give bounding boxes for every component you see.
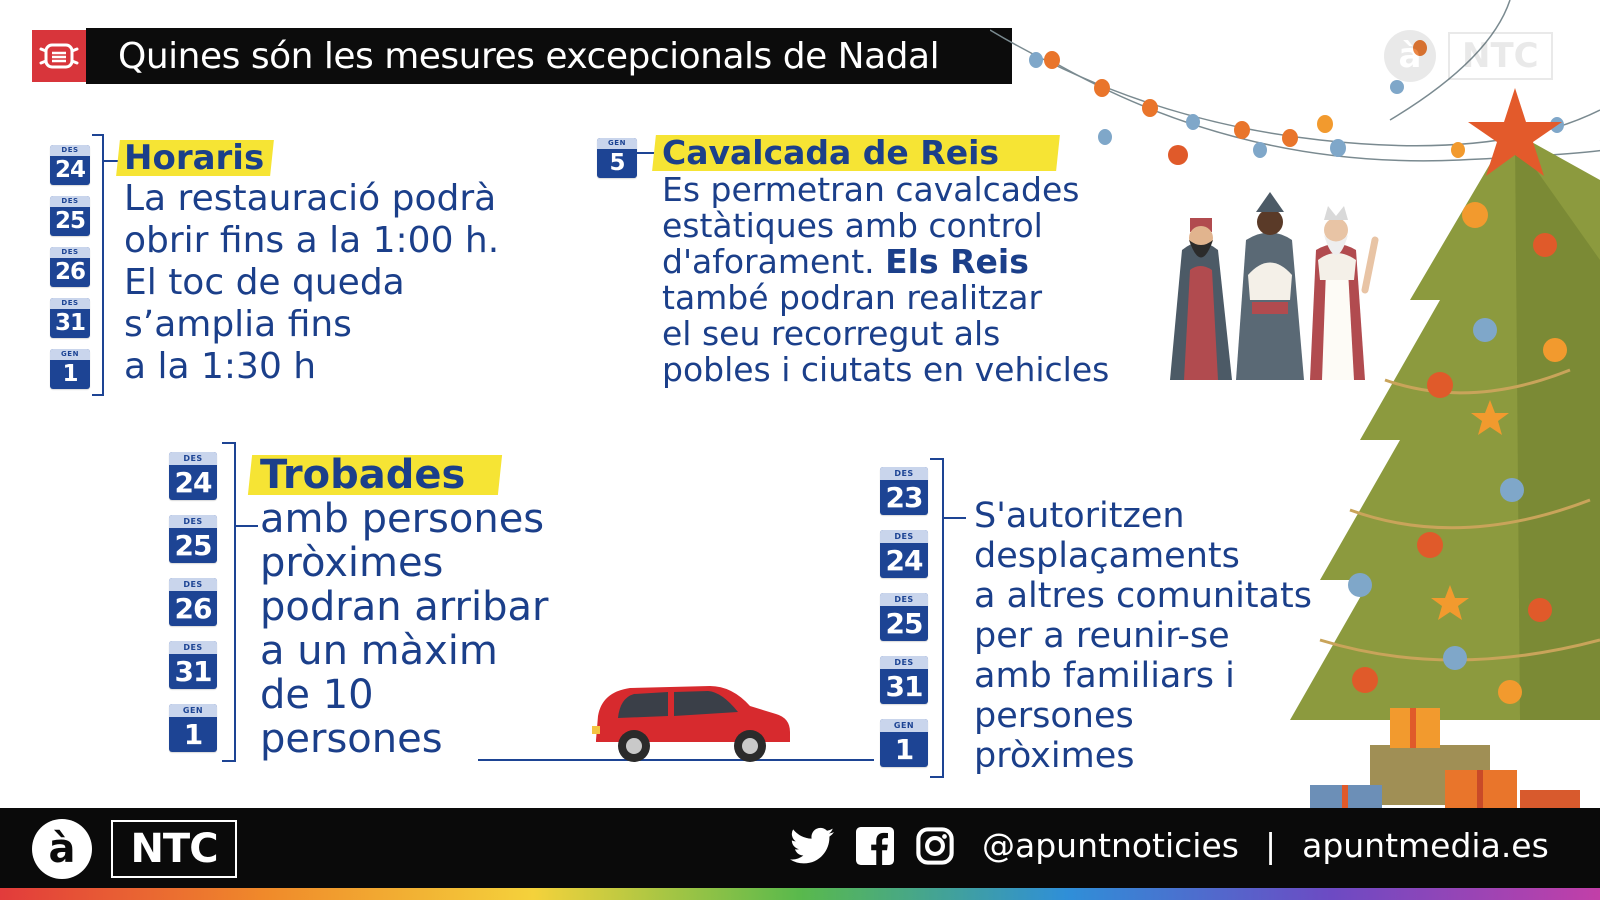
ntc-logo[interactable]: NTC — [111, 820, 237, 878]
calendar-badge: DES 24 — [169, 452, 217, 500]
cavalcada-line-text: d'aforament. — [662, 242, 886, 281]
cavalcada-connector — [637, 152, 655, 154]
corner-logo — [1384, 30, 1553, 82]
cavalcada-line — [662, 242, 1029, 281]
mask-icon — [39, 40, 79, 72]
desplacaments-line: desplaçaments — [974, 536, 1240, 576]
cavalcada-line: pobles i ciutats en vehicles — [662, 350, 1110, 389]
horaris-line: s’amplia fins — [124, 304, 352, 345]
horaris-connector — [104, 160, 118, 162]
header-mask-badge — [32, 30, 86, 82]
calendar-badge: DES 31 — [50, 298, 90, 338]
cavalcada-line: Es permetran cavalcades — [662, 170, 1080, 209]
calendar-badge: DES 26 — [169, 578, 217, 626]
horaris-line: a la 1:30 h — [124, 346, 317, 387]
footer-separator: | — [1264, 826, 1277, 865]
website-link[interactable]: apuntmedia.es — [1302, 826, 1549, 865]
desplacaments-connector — [944, 517, 966, 519]
page-title: Quines són les mesures excepcionals de Nadal — [86, 28, 1012, 84]
trobades-line: de 10 — [260, 672, 374, 718]
calendar-badge: DES 23 — [880, 467, 928, 515]
trobades-line: podran arribar — [260, 584, 549, 630]
calendar-badge: DES 24 — [880, 530, 928, 578]
desplacaments-line: persones — [974, 696, 1134, 736]
calendar-badge: GEN 1 — [169, 704, 217, 752]
cavalcada-line: estàtiques amb control — [662, 206, 1043, 245]
three-kings-illustration — [1160, 180, 1385, 390]
calendar-badge: DES 31 — [169, 641, 217, 689]
desplacaments-line: amb familiars i — [974, 656, 1235, 696]
facebook-icon[interactable] — [856, 827, 894, 865]
desplacaments-line: pròximes — [974, 736, 1135, 776]
desplacaments-bracket — [930, 458, 944, 778]
cavalcada-title: Cavalcada de Reis — [662, 133, 1000, 172]
cavalcada-bold-text: Els Reis — [885, 242, 1029, 281]
horaris-title: Horaris — [124, 138, 265, 178]
rainbow-strip — [0, 888, 1600, 900]
horaris-line: El toc de queda — [124, 262, 405, 303]
desplacaments-line: a altres comunitats — [974, 576, 1312, 616]
calendar-badge: GEN 5 — [597, 138, 637, 178]
trobades-line: persones — [260, 716, 443, 762]
horaris-line: La restauració podrà — [124, 178, 497, 219]
trobades-bracket — [222, 442, 236, 762]
calendar-badge: DES 26 — [50, 247, 90, 287]
social-links — [790, 826, 1549, 865]
calendar-badge: DES 25 — [169, 515, 217, 563]
trobades-line: pròximes — [260, 540, 444, 586]
trobades-line: a un màxim — [260, 628, 498, 674]
horaris-line: obrir fins a la 1:00 h. — [124, 220, 500, 261]
social-handle[interactable]: @apuntnoticies — [982, 826, 1239, 865]
calendar-badge: GEN 1 — [50, 349, 90, 389]
corner-logo-mark: à — [1384, 30, 1436, 82]
desplacaments-line: per a reunir-se — [974, 616, 1230, 656]
calendar-badge: GEN 1 — [880, 719, 928, 767]
car-illustration — [590, 678, 794, 764]
instagram-icon[interactable] — [916, 827, 954, 865]
calendar-badge: DES 25 — [50, 196, 90, 236]
cavalcada-line: el seu recorregut als — [662, 314, 1001, 353]
calendar-badge: DES 24 — [50, 145, 90, 185]
trobades-connector — [236, 525, 258, 527]
calendar-badge: DES 31 — [880, 656, 928, 704]
calendar-badge: DES 25 — [880, 593, 928, 641]
trobades-line: amb persones — [260, 496, 545, 542]
corner-logo-brand: NTC — [1448, 32, 1553, 80]
desplacaments-line: S'autoritzen — [974, 496, 1185, 536]
horaris-bracket — [92, 134, 104, 396]
cavalcada-line: també podran realitzar — [662, 278, 1043, 317]
apunt-logo[interactable]: à — [32, 819, 92, 879]
trobades-title: Trobades — [260, 452, 466, 498]
twitter-icon[interactable] — [790, 827, 834, 865]
